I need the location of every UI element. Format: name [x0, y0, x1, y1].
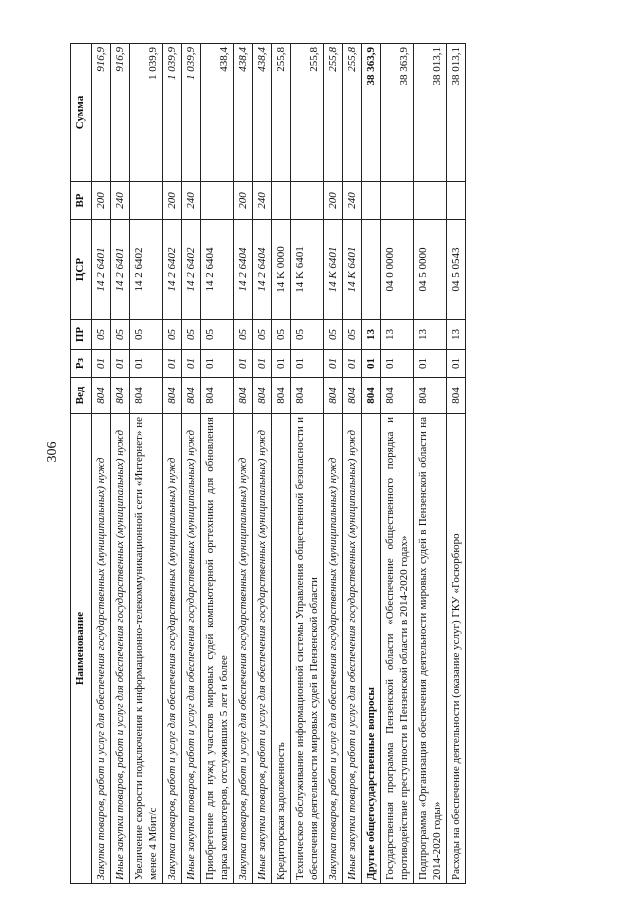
cell-name: Приобретение для нужд участков мировых судей компьютерной оргтехники для обновления парка компьютеров, отслуживших 5 лет и более: [201, 414, 234, 884]
cell-vr: [447, 182, 466, 220]
cell-csr: 14 K 6401: [291, 220, 324, 320]
cell-rz: 01: [272, 350, 291, 378]
table-body: [92, 44, 466, 884]
cell-sum: 438,4: [253, 44, 272, 182]
cell-vr: 200: [234, 182, 253, 220]
cell-name: Расходы на обеспечение деятельности (оказание услуг) ГКУ «Госюрбюро: [447, 414, 466, 884]
page-number: 306: [45, 441, 60, 463]
cell-csr: 14 2 6402: [182, 220, 201, 320]
cell-csr: 14 2 6401: [111, 220, 130, 320]
header-rz: Рз: [71, 350, 92, 378]
cell-sum: 438,4: [234, 44, 253, 182]
cell-csr: 14 K 0000: [272, 220, 291, 320]
cell-csr: 14 2 6401: [92, 220, 111, 320]
cell-ved: 804: [447, 378, 466, 414]
cell-rz: 01: [447, 350, 466, 378]
cell-vr: [381, 182, 414, 220]
table-row: [324, 44, 343, 884]
cell-csr: 04 5 0000: [414, 220, 447, 320]
cell-sum: 1 039,9: [182, 44, 201, 182]
cell-rz: 01: [163, 350, 182, 378]
table-row: [182, 44, 201, 884]
cell-name: Закупка товаров, работ и услуг для обеспечения государственных (муниципальных) нужд: [92, 414, 111, 884]
cell-pr: 05: [272, 320, 291, 350]
table-row: [414, 44, 447, 884]
cell-ved: 804: [234, 378, 253, 414]
header-sum: Сумма: [71, 44, 92, 182]
table-row: [163, 44, 182, 884]
cell-name: Закупка товаров, работ и услуг для обеспечения государственных (муниципальных) нужд: [234, 414, 253, 884]
cell-sum: 38 013,1: [447, 44, 466, 182]
cell-pr: 05: [92, 320, 111, 350]
cell-sum: 255,8: [272, 44, 291, 182]
header-csr: ЦСР: [71, 220, 92, 320]
cell-name: Другие общегосударственные вопросы: [362, 414, 381, 884]
cell-ved: 804: [324, 378, 343, 414]
cell-pr: 05: [182, 320, 201, 350]
cell-name: Закупка товаров, работ и услуг для обеспечения государственных (муниципальных) нужд: [324, 414, 343, 884]
cell-rz: 01: [414, 350, 447, 378]
table-row: [130, 44, 163, 884]
cell-vr: [201, 182, 234, 220]
cell-vr: 240: [343, 182, 362, 220]
cell-vr: 200: [324, 182, 343, 220]
header-row: [71, 44, 92, 884]
table-row: [447, 44, 466, 884]
cell-vr: 200: [163, 182, 182, 220]
cell-pr: 13: [362, 320, 381, 350]
cell-sum: 1 039,9: [130, 44, 163, 182]
cell-name: Иные закупки товаров, работ и услуг для обеспечения государственных (муниципальных) нужд: [253, 414, 272, 884]
cell-ved: 804: [111, 378, 130, 414]
cell-rz: 01: [92, 350, 111, 378]
cell-pr: 05: [163, 320, 182, 350]
cell-vr: 200: [92, 182, 111, 220]
cell-ved: 804: [201, 378, 234, 414]
cell-pr: 13: [414, 320, 447, 350]
cell-name: Иные закупки товаров, работ и услуг для обеспечения государственных (муниципальных) нужд: [111, 414, 130, 884]
cell-csr: 14 2 6402: [163, 220, 182, 320]
cell-rz: 01: [291, 350, 324, 378]
cell-rz: 01: [182, 350, 201, 378]
table-row: [362, 44, 381, 884]
cell-vr: [291, 182, 324, 220]
cell-rz: 01: [130, 350, 163, 378]
cell-pr: 05: [253, 320, 272, 350]
cell-rz: 01: [362, 350, 381, 378]
cell-pr: 05: [130, 320, 163, 350]
header-name: Наименование: [71, 414, 92, 884]
table-row: [234, 44, 253, 884]
cell-csr: 14 K 6401: [324, 220, 343, 320]
cell-rz: 01: [253, 350, 272, 378]
cell-sum: 916,9: [92, 44, 111, 182]
cell-rz: 01: [324, 350, 343, 378]
cell-ved: 804: [362, 378, 381, 414]
table-row: [253, 44, 272, 884]
cell-rz: 01: [201, 350, 234, 378]
cell-csr: 14 2 6404: [234, 220, 253, 320]
cell-name: Техническое обслуживание информационной системы Управления общественной безопасности и обеспечения деятельности мировых судей в Пензенской области: [291, 414, 324, 884]
table-row: [92, 44, 111, 884]
cell-ved: 804: [272, 378, 291, 414]
table-row: [111, 44, 130, 884]
cell-csr: 04 5 0543: [447, 220, 466, 320]
cell-ved: 804: [343, 378, 362, 414]
table-row: [343, 44, 362, 884]
cell-name: Иные закупки товаров, работ и услуг для обеспечения государственных (муниципальных) нужд: [182, 414, 201, 884]
cell-ved: 804: [163, 378, 182, 414]
cell-name: Государственная программа Пензенской области «Обеспечение общественного порядка и противодействие преступности в Пензенской области в 2014-2020 годах»: [381, 414, 414, 884]
cell-vr: 240: [182, 182, 201, 220]
cell-name: Иные закупки товаров, работ и услуг для обеспечения государственных (муниципальных) нужд: [343, 414, 362, 884]
cell-ved: 804: [414, 378, 447, 414]
cell-name: Увеличение скорости подключения к информационно-телекоммуникационной сети «Интернет» не менее 4 Мбит/с: [130, 414, 163, 884]
cell-vr: 240: [111, 182, 130, 220]
cell-csr: 14 K 6401: [343, 220, 362, 320]
cell-ved: 804: [130, 378, 163, 414]
cell-csr: 04 0 0000: [381, 220, 414, 320]
cell-vr: [414, 182, 447, 220]
cell-pr: 05: [234, 320, 253, 350]
cell-ved: 804: [253, 378, 272, 414]
cell-sum: 255,8: [343, 44, 362, 182]
cell-sum: 1 039,9: [163, 44, 182, 182]
cell-pr: 05: [343, 320, 362, 350]
cell-name: Закупка товаров, работ и услуг для обеспечения государственных (муниципальных) нужд: [163, 414, 182, 884]
cell-pr: 13: [447, 320, 466, 350]
cell-sum: 38 363,9: [362, 44, 381, 182]
cell-ved: 804: [381, 378, 414, 414]
cell-sum: 38 363,9: [381, 44, 414, 182]
cell-ved: 804: [92, 378, 111, 414]
table-row: [381, 44, 414, 884]
cell-vr: 240: [253, 182, 272, 220]
cell-pr: 05: [324, 320, 343, 350]
cell-csr: 14 2 6404: [201, 220, 234, 320]
table-row: [272, 44, 291, 884]
budget-table: [70, 43, 466, 884]
cell-rz: 01: [234, 350, 253, 378]
cell-ved: 804: [291, 378, 324, 414]
cell-pr: 13: [381, 320, 414, 350]
cell-sum: 438,4: [201, 44, 234, 182]
cell-pr: 05: [291, 320, 324, 350]
cell-rz: 01: [111, 350, 130, 378]
rotated-page: [70, 44, 618, 884]
cell-csr: 14 2 6402: [130, 220, 163, 320]
cell-sum: 916,9: [111, 44, 130, 182]
table-row: [291, 44, 324, 884]
cell-sum: 38 013,1: [414, 44, 447, 182]
cell-name: Кредиторская задолженность: [272, 414, 291, 884]
cell-vr: [362, 182, 381, 220]
table-row: [201, 44, 234, 884]
cell-vr: [272, 182, 291, 220]
header-pr: ПР: [71, 320, 92, 350]
cell-rz: 01: [343, 350, 362, 378]
cell-csr: [362, 220, 381, 320]
cell-pr: 05: [111, 320, 130, 350]
cell-csr: 14 2 6404: [253, 220, 272, 320]
cell-pr: 05: [201, 320, 234, 350]
header-ved: Вед: [71, 378, 92, 414]
cell-vr: [130, 182, 163, 220]
cell-rz: 01: [381, 350, 414, 378]
cell-sum: 255,8: [324, 44, 343, 182]
header-vr: ВР: [71, 182, 92, 220]
cell-name: Подпрограмма «Организация обеспечения деятельности мировых судей в Пензенской области на 2014-2020 годы»: [414, 414, 447, 884]
cell-sum: 255,8: [291, 44, 324, 182]
cell-ved: 804: [182, 378, 201, 414]
